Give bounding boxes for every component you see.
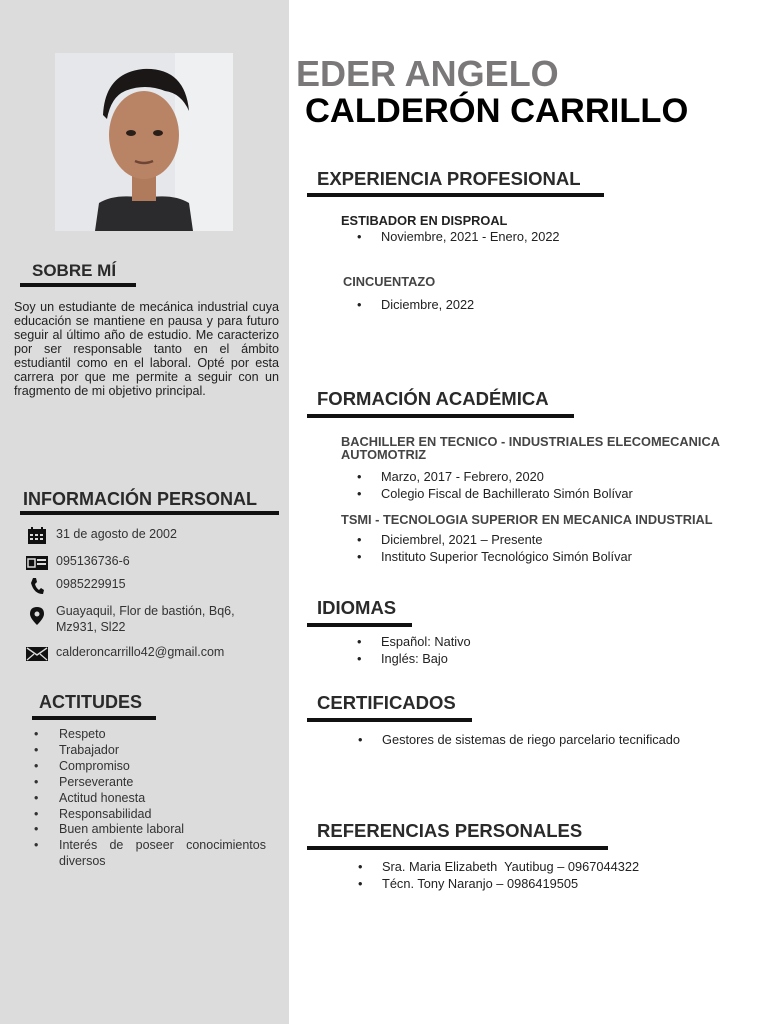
list-item: • Buen ambiente laboral [14,822,266,838]
education-rule [307,414,574,418]
education-title: FORMACIÓN ACADÉMICA [317,388,549,409]
certificates-rule [307,718,472,722]
education-1-details [357,469,633,502]
references-rule [307,846,608,850]
profile-photo [55,53,233,231]
email: calderoncarrillo42@gmail.com [56,645,225,659]
languages-list [357,634,471,667]
list-item: • Compromiso [14,759,266,775]
job-2-period: • Diciembre, 2022 [357,297,474,314]
references-list [358,859,639,892]
languages-rule [307,623,412,627]
last-name: CALDERÓN CARRILLO [305,92,689,130]
list-item: • Responsabilidad [14,807,266,823]
address-row [26,603,235,635]
location-pin-icon [26,607,48,625]
education-2-title: TSMI - TECNOLOGIA SUPERIOR EN MECANICA INDUSTRIAL [341,512,713,527]
phone-row [26,577,126,595]
language-item: • Español: Nativo [357,634,471,651]
birthdate-row [26,527,177,545]
list-item: • Interés de poseer conocimientos diversos [14,838,266,870]
education-1-school: • Colegio Fiscal de Bachillerato Simón Bolívar [357,486,633,503]
education-1-title: BACHILLER EN TECNICO - INDUSTRIALES ELECOMECANICA AUTOMOTRIZ [341,434,720,462]
list-item: • Actitud honesta [14,791,266,807]
personal-info-rule [20,511,279,515]
experience-rule [307,193,604,197]
certificates-title: CERTIFICADOS [317,692,456,713]
email-row [26,645,224,663]
about-title: SOBRE MÍ [32,261,117,280]
list-item: • Perseverante [14,775,266,791]
about-rule [20,283,136,287]
languages-title: IDIOMAS [317,597,397,618]
phone-icon [26,577,48,595]
job-1-period: • Noviembre, 2021 - Enero, 2022 [357,229,560,246]
language-item: • Inglés: Bajo [357,651,471,668]
reference-item: • Sra. Maria Elizabeth Yautibug – 0967044322 [358,859,639,876]
id-card-icon [26,554,48,572]
id-row [26,554,130,572]
address-line-2: Mz931, Sl22 [56,620,126,634]
education-2-details [357,532,632,565]
envelope-icon [26,645,48,663]
job-2-title: CINCUENTAZO [343,274,436,289]
first-name: EDER ANGELO [296,53,559,94]
birthdate: 31 de agosto de 2002 [56,527,177,541]
reference-item: • Técn. Tony Naranjo – 0986419505 [358,876,639,893]
education-2-school: • Instituto Superior Tecnológico Simón Bolívar [357,549,632,566]
list-item: • Respeto [14,727,266,743]
attitudes-rule [32,716,156,720]
id-number: 095136736-6 [56,554,130,568]
job-2-details [357,297,474,314]
phone: 0985229915 [56,577,126,591]
job-1-title: ESTIBADOR EN DISPROAL [341,213,508,228]
education-2-period: • Diciembrel, 2021 – Presente [357,532,632,549]
calendar-icon [26,527,48,545]
certificate-item: • Gestores de sistemas de riego parcelario tecnificado [358,732,680,749]
experience-title: EXPERIENCIA PROFESIONAL [317,168,581,189]
about-text: Soy un estudiante de mecánica industrial cuya educación se mantiene en pausa y para futuro seguir al último año de estudio. Me caracterizo por ser responsable tanto en el ámbito estudiantil como en el laboral. Opté por esta carrera por que me permite a seguir con un fragmento de mi objetivo principal. [14,300,279,398]
personal-info-title: INFORMACIÓN PERSONAL [23,489,257,509]
address-line-1: Guayaquil, Flor de bastión, Bq6, [56,604,235,618]
job-1-details [357,229,560,246]
certificates-list [358,732,680,749]
attitudes-title: ACTITUDES [39,692,142,712]
attitudes-list [14,727,266,870]
education-1-period: • Marzo, 2017 - Febrero, 2020 [357,469,633,486]
references-title: REFERENCIAS PERSONALES [317,820,583,841]
list-item: • Trabajador [14,743,266,759]
